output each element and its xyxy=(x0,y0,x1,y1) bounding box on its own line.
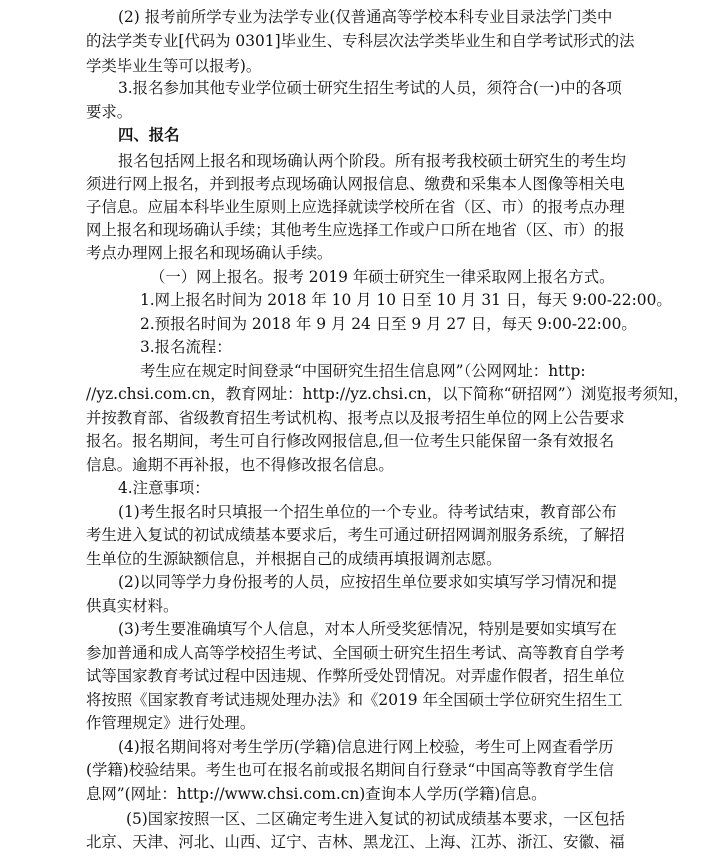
paragraph-line: 报名。报名期间，考生可自行修改网报信息,但一位考生只能保留一条有效报名 xyxy=(86,432,615,450)
paragraph-line: 考生应在规定时间登录“中国研究生招生信息网”（公网网址：http: xyxy=(140,362,586,380)
paragraph-line: 供真实材料。 xyxy=(86,597,179,615)
paragraph-line: 2.预报名时间为 2018 年 9 月 24 日至 9 月 27 日，每天 9:00-22:00。 xyxy=(140,315,637,333)
paragraph-line: 1.网上报名时间为 2018 年 10 月 10 日至 10 月 31 日，每天 9:00-22:00。 xyxy=(140,291,672,309)
paragraph-line: 4.注意事项： xyxy=(118,479,210,497)
paragraph-line: （一）网上报名。报考 2019 年硕士研究生一律采取网上报名方式。 xyxy=(150,268,615,286)
paragraph-line: 信息。逾期不再补报，也不得修改报名信息。 xyxy=(86,456,394,474)
paragraph-line: 学类毕业生等可以报考)。 xyxy=(86,57,262,75)
paragraph-line: 北京、天津、河北、山西、辽宁、吉林、黑龙江、上海、江苏、浙江、安徽、福 xyxy=(86,833,625,851)
paragraph-line: 3.报名参加其他专业学位硕士研究生招生考试的人员，须符合(一)中的各项 xyxy=(118,79,622,97)
paragraph-line: (4)报名期间将对考生学历(学籍)信息进行网上校验，考生可上网查看学历 xyxy=(118,738,614,756)
paragraph-line: (3)考生要准确填写个人信息，对本人所受奖惩情况，特别是要如实填写在 xyxy=(118,620,617,638)
paragraph-line: 考点办理网上报名和现场确认手续。 xyxy=(86,244,333,262)
paragraph-line: 考生进入复试的初试成绩基本要求后，考生可通过研招网调剂服务系统，了解招 xyxy=(86,526,625,544)
paragraph-line: 生单位的生源缺额信息，并根据自己的成绩再填报调剂志愿。 xyxy=(86,550,502,568)
paragraph-line: 须进行网上报名，并到报考点现场确认网报信息、缴费和采集本人图像等相关电 xyxy=(86,175,625,193)
paragraph-line: 网上报名和现场确认手续；其他考生应选择工作或户口所在地省（区、市）的报 xyxy=(86,221,625,239)
paragraph-line: (5)国家按照一区、二区确定考生进入复试的初试成绩基本要求，一区包括 xyxy=(126,810,625,828)
paragraph-line: 息网”(网址：http://www.chsi.com.cn)查询本人学历(学籍)信息。 xyxy=(86,785,547,803)
paragraph-line: (2)以同等学力身份报考的人员，应按招生单位要求如实填写学习情况和提 xyxy=(118,573,617,591)
paragraph-line: 报名包括网上报名和现场确认两个阶段。所有报考我校硕士研究生的考生均 xyxy=(118,152,626,170)
paragraph-line: 将按照《国家教育考试违规处理办法》和《2019 年全国硕士学位研究生招生工 xyxy=(86,691,623,709)
paragraph-line: 并按教育部、省级教育招生考试机构、报考点以及报考招生单位的网上公告要求 xyxy=(86,409,625,427)
paragraph-line: 作管理规定》进行处理。 xyxy=(86,714,256,732)
paragraph-line: 参加普通和成人高等学校招生考试、全国硕士研究生招生考试、高等教育自学考 xyxy=(86,644,625,662)
section-heading: 四、报名 xyxy=(118,126,180,144)
paragraph-line: 试等国家教育考试过程中因违规、作弊所受处罚情况。对弄虚作假者，招生单位 xyxy=(86,667,625,685)
paragraph-line: (2) 报考前所学专业为法学专业(仅普通高等学校本科专业目录法学门类中 xyxy=(118,8,613,26)
paragraph-line: //yz.chsi.com.cn，教育网址：http://yz.chsi.cn，以下简称“研招网”）浏览报考须知， xyxy=(86,385,689,403)
paragraph-line: 要求。 xyxy=(86,103,133,121)
paragraph-line: 子信息。应届本科毕业生原则上应选择就读学校所在省（区、市）的报考点办理 xyxy=(86,198,625,216)
paragraph-line: (1)考生报名时只填报一个招生单位的一个专业。待考试结束，教育部公布 xyxy=(118,503,617,521)
paragraph-line: (学籍)校验结果。考生也可在报名前或报名期间自行登录“中国高等教育学生信 xyxy=(86,761,614,779)
paragraph-line: 的法学类专业[代码为 0301]毕业生、专科层次法学类毕业生和自学考试形式的法 xyxy=(86,32,635,50)
paragraph-line: 3.报名流程： xyxy=(140,338,232,356)
